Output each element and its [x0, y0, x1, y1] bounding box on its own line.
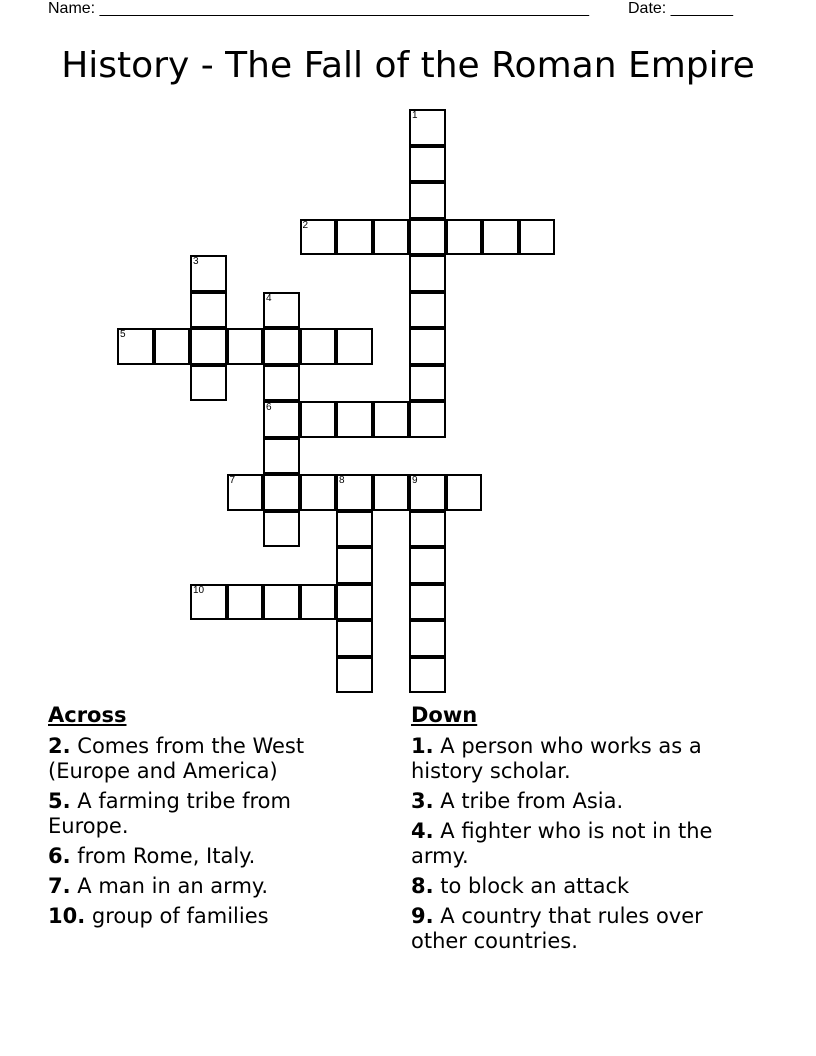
grid-cell[interactable]: [409, 146, 446, 183]
grid-cell[interactable]: [446, 219, 483, 256]
grid-cell[interactable]: [409, 584, 446, 621]
grid-cell[interactable]: [409, 657, 446, 694]
down-heading: Down: [411, 703, 478, 727]
grid-cell[interactable]: [154, 328, 191, 365]
clue-number-label: 10.: [48, 904, 86, 928]
clue-item: [411, 904, 741, 954]
grid-cell[interactable]: [336, 401, 373, 438]
grid-cell[interactable]: [263, 438, 300, 475]
grid-cell[interactable]: [336, 511, 373, 548]
clue-number: 9: [412, 475, 418, 486]
grid-cell[interactable]: [263, 292, 300, 329]
clue-number-label: 4.: [411, 819, 434, 843]
grid-cell[interactable]: [409, 292, 446, 329]
grid-cell[interactable]: [336, 474, 373, 511]
grid-cell[interactable]: [263, 474, 300, 511]
clue-item: [48, 789, 378, 839]
date-field-label: Date: _______: [628, 0, 733, 17]
grid-cell[interactable]: [409, 511, 446, 548]
grid-cell[interactable]: [336, 328, 373, 365]
clue-text: A man in an army.: [77, 874, 269, 898]
grid-cell[interactable]: [409, 219, 446, 256]
down-clues: [411, 702, 741, 959]
grid-cell[interactable]: [227, 474, 264, 511]
grid-cell[interactable]: [190, 365, 227, 402]
clue-text: A fighter who is not in the army.: [411, 819, 713, 868]
grid-cell[interactable]: [190, 328, 227, 365]
grid-cell[interactable]: [227, 584, 264, 621]
grid-cell[interactable]: [409, 365, 446, 402]
grid-cell[interactable]: [336, 219, 373, 256]
grid-cell[interactable]: [300, 584, 337, 621]
grid-cell[interactable]: [409, 328, 446, 365]
across-clues: [48, 702, 378, 934]
grid-cell[interactable]: [227, 328, 264, 365]
clue-item: [411, 819, 741, 869]
grid-cell[interactable]: [409, 109, 446, 146]
clue-number: 2: [302, 219, 309, 231]
grid-cell[interactable]: [263, 511, 300, 548]
down-clue-list: [411, 734, 741, 954]
clue-number-label: 9.: [411, 904, 434, 928]
grid-cell[interactable]: [263, 328, 300, 365]
grid-cell[interactable]: [519, 219, 556, 256]
grid-cell[interactable]: [409, 474, 446, 511]
grid-cell[interactable]: [373, 219, 410, 256]
clue-text: A tribe from Asia.: [440, 789, 624, 813]
clue-text: from Rome, Italy.: [77, 844, 256, 868]
grid-cell[interactable]: [190, 584, 227, 621]
across-clue-list: [48, 734, 378, 929]
clue-number-label: 3.: [411, 789, 434, 813]
clue-number: 5: [120, 329, 126, 340]
clue-number: 8: [339, 475, 345, 486]
clue-item: [48, 844, 378, 869]
clue-number: 10: [193, 584, 205, 596]
grid-cell[interactable]: [482, 219, 519, 256]
clue-item: [48, 874, 378, 899]
grid-cell[interactable]: [336, 584, 373, 621]
clue-number: 7: [229, 475, 236, 486]
clue-item: [48, 904, 378, 929]
page-title: History - The Fall of the Roman Empire: [61, 45, 755, 86]
grid-cell[interactable]: [117, 328, 154, 365]
grid-cell[interactable]: [409, 401, 446, 438]
grid-cell[interactable]: [409, 547, 446, 584]
grid-cell[interactable]: [300, 474, 337, 511]
grid-cell[interactable]: [373, 474, 410, 511]
clue-text: Comes from the West (Europe and America): [48, 734, 305, 783]
clue-text: to block an attack: [440, 874, 630, 898]
clue-number: 3: [193, 256, 199, 267]
clue-number-label: 7.: [48, 874, 71, 898]
grid-cell[interactable]: [190, 255, 227, 292]
clue-number-label: 2.: [48, 734, 71, 758]
grid-cell[interactable]: [373, 401, 410, 438]
clue-item: [411, 734, 741, 784]
name-field-label: Name: _______________________________________________________: [48, 0, 589, 17]
grid-cell[interactable]: [300, 328, 337, 365]
clue-text: A country that rules over other countries.: [411, 904, 703, 953]
grid-cell[interactable]: [446, 474, 483, 511]
clue-text: group of families: [91, 904, 269, 928]
grid-cell[interactable]: [409, 255, 446, 292]
grid-cell[interactable]: [263, 401, 300, 438]
clue-number-label: 1.: [411, 734, 434, 758]
grid-cell[interactable]: [336, 620, 373, 657]
grid-cell[interactable]: [300, 401, 337, 438]
grid-cell[interactable]: [263, 365, 300, 402]
clue-text: A farming tribe from Europe.: [48, 789, 291, 838]
grid-cell[interactable]: [409, 620, 446, 657]
grid-cell[interactable]: [409, 182, 446, 219]
clue-number: 4: [266, 292, 272, 304]
clue-number: 1: [412, 110, 418, 121]
grid-cell[interactable]: [300, 219, 337, 256]
clue-number-label: 8.: [411, 874, 434, 898]
clue-number-label: 6.: [48, 844, 71, 868]
clue-text: A person who works as a history scholar.: [411, 734, 702, 783]
clue-item: [411, 789, 741, 814]
grid-cell[interactable]: [336, 547, 373, 584]
clue-number-label: 5.: [48, 789, 71, 813]
grid-cell[interactable]: [190, 292, 227, 329]
clue-item: [48, 734, 378, 784]
grid-cell[interactable]: [336, 657, 373, 694]
across-heading: Across: [48, 703, 127, 727]
clue-number: 6: [266, 402, 272, 413]
clue-item: [411, 874, 741, 899]
grid-cell[interactable]: [263, 584, 300, 621]
